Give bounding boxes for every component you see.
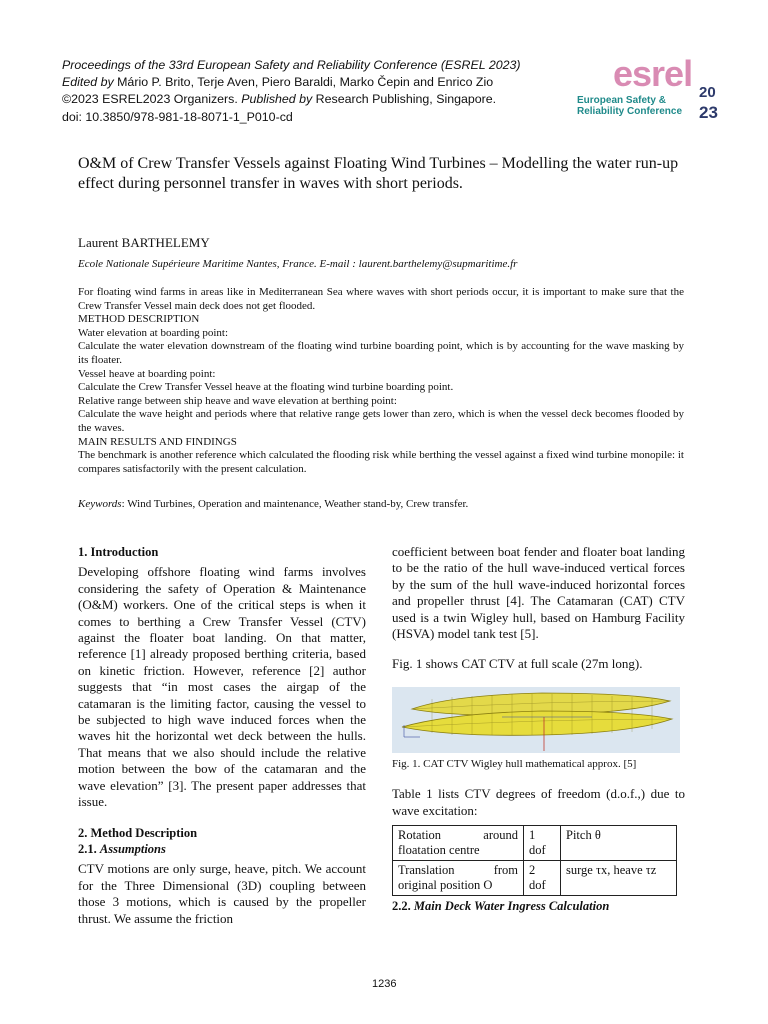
header-published-by: Published by [241,92,313,107]
table-row [393,826,677,861]
subsection-number: 2.1. [78,841,100,856]
abstract-paragraph: METHOD DESCRIPTION [78,313,200,326]
table-cell: 1 dof [524,826,561,861]
continued-text: coefficient between boat fender and floater boat landing to be the ratio of the hull wave-induced vertical forces by the sum of the hull wave-induced horizontal forces and propeller thrust [4]. The Catamaran (CAT) CTV used is a twin Wigley hull, based on Hamburg Facility (HSVA) model tank test [5]. [392,544,685,642]
page-number: 1236 [372,978,397,990]
figure-caption: Fig. 1. CAT CTV Wigley hull mathematical approx. [5] [392,757,637,770]
abstract-paragraph: The benchmark is another reference which calculated the flooding risk while berthing the vessel against a fixed wind turbine monopile: it compares satisfactorily with the present calculation. [78,449,684,475]
table-cell: 2 dof [524,861,561,896]
table-row [393,861,677,896]
logo-line1: European Safety & [577,95,666,106]
esrel-2023-logo [575,52,725,124]
subsection-title: Assumptions [99,841,166,856]
table-cell: Rotation around floatation centre [393,826,524,861]
abstract-paragraph: MAIN RESULTS AND FINDINGS [78,435,237,448]
section-heading-introduction: 1. Introduction [78,545,159,559]
paper-author: Laurent BARTHELEMY [78,235,210,250]
subsection-title: Main Deck Water Ingress Calculation [413,899,610,914]
catamaran-hull-drawing [392,687,680,753]
table-intro-text: Table 1 lists CTV degrees of freedom (d.o.f.,) due to wave excitation: [392,786,685,818]
keywords [78,498,684,510]
abstract-paragraph: Calculate the water elevation downstream of the floating wind turbine boarding point, which is by accounting for the wave masking by its floater. [78,340,684,366]
subsection-heading-main-deck [392,898,685,914]
header-copyright: ©2023 ESREL2023 Organizers. [62,92,242,107]
header-publisher: Research Publishing, Singapore. [312,92,497,107]
table-cell: surge τx, heave τz [561,861,677,896]
table-cell: Translation from original position O [393,861,524,896]
header-editors-line [62,74,582,91]
esrel-logo-graphic [575,52,725,124]
table-cell: Pitch θ [561,826,677,861]
paper-affiliation: Ecole Nationale Supérieure Maritime Nantes, France. E-mail : laurent.barthelemy@supmaritime.fr [78,258,518,270]
header-proceedings-line: Proceedings of the 33rd European Safety and Reliability Conference (ESREL 2023) [62,58,521,72]
abstract-paragraph: For floating wind farms in areas like in Mediterranean Sea where waves with short periods occur, it is important to make sure that the Crew Transfer Vessel main deck does not get flooded. [78,286,684,312]
logo-year-top: 20 [699,84,716,101]
header-editor-names: Mário P. Brito, Terje Aven, Piero Baraldi, Marko Čepin and Enrico Zio [113,75,494,90]
logo-line2: Reliability Conference [577,106,683,117]
subsection-number: 2.2. [392,899,414,914]
header-edited-by: Edited by [62,75,114,90]
proceedings-header [62,57,582,126]
keywords-label: Keywords [78,498,122,510]
table-degrees-of-freedom [392,825,677,896]
right-column [392,544,685,914]
header-doi: doi: 10.3850/978-981-18-8071-1_P010-cd [62,109,293,124]
abstract [78,286,684,476]
abstract-paragraph: Water elevation at boarding point: [78,326,229,339]
figure-catamaran-hull [392,687,680,753]
logo-year-bottom: 23 [699,103,718,122]
left-column [78,544,366,927]
logo-word: esrel [613,53,693,94]
abstract-paragraph: Calculate the wave height and periods where that relative range gets lower than zero, which is when the vessel deck becomes flooded by the waves. [78,408,684,434]
figure-reference-text: Fig. 1 shows CAT CTV at full scale (27m long). [392,656,643,672]
abstract-paragraph: Calculate the Crew Transfer Vessel heave at the floating wind turbine boarding point. [78,381,454,394]
subsection-heading-assumptions [78,841,366,857]
abstract-paragraph: Relative range between ship heave and wave elevation at berthing point: [78,394,397,407]
introduction-text: Developing offshore floating wind farms involves considering the safety of Operation & Maintenance (O&M) workers. One of the critical steps is when it comes to berthing a Crew Transfer Vessel (CTV) against the floater boat landing. On that matter, reference [1] already proposed berthing criteria, based on kinetic friction. However, reference [2] author suggests that “in most cases the airgap of the catamaran is the limiting factor, causing the vessel to be subjected to high wave induced forces when the waves hit the horizontal wet deck between the hulls. That means that we also should include the relative motion between the bow of the catamaran and the wave elevation” [3]. The present paper addresses that issue. [78,564,366,810]
section-heading-method: 2. Method Description [78,825,198,840]
abstract-paragraph: Vessel heave at boarding point: [78,367,216,380]
keywords-text: : Wind Turbines, Operation and maintenance, Weather stand-by, Crew transfer. [121,498,469,510]
assumptions-text: CTV motions are only surge, heave, pitch. We account for the Three Dimensional (3D) coupling between those 3 motions, which is caused by the propeller thrust. We assume the friction [78,861,366,926]
paper-title: O&M of Crew Transfer Vessels against Floating Wind Turbines – Modelling the water run-up effect during personnel transfer in waves with short periods. [78,155,679,192]
header-publisher-line [62,91,582,108]
